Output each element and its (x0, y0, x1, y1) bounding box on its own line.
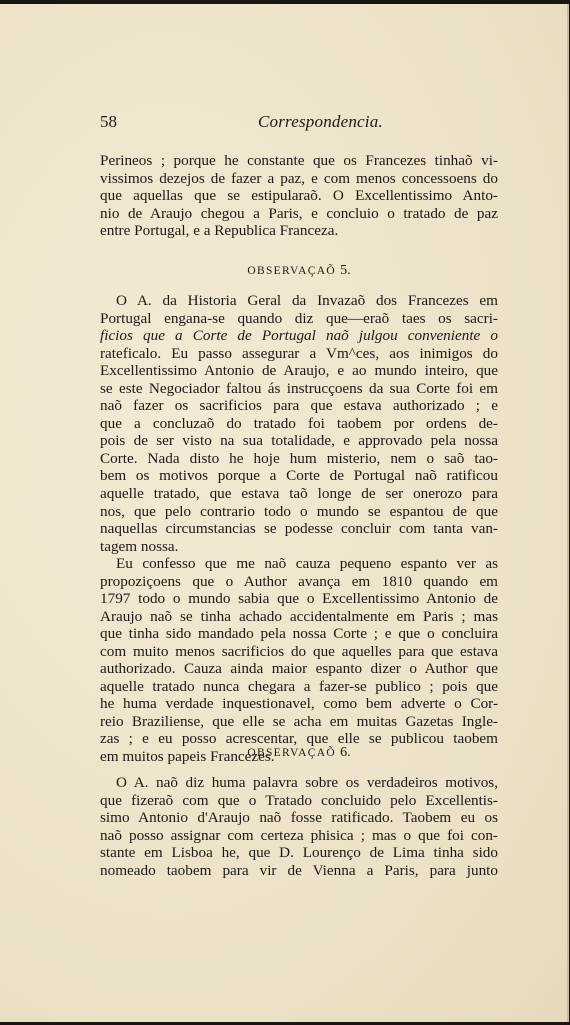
heading-number: 6. (340, 745, 351, 760)
text-line: aquelle tratado, que estava taõ longe de ser onerozo para (100, 485, 498, 503)
text-line: Excellentissimo Antonio de Araujo, e ao mundo inteiro, que (100, 362, 498, 380)
text-line: simo Antonio d'Araujo naõ fosse ratificado. Taobem eu os (100, 809, 498, 827)
page-header (100, 112, 498, 136)
text-line: propoziçoens que o Author avança em 1810 quando em (100, 572, 498, 590)
text-line: Araujo naõ se tinha achado accidentalmente em Paris ; mas (100, 607, 498, 625)
book-page (0, 4, 569, 1022)
heading-label: OBSERVAÇAÕ (247, 747, 336, 759)
text-line: nomeado taobem para vir de Vienna a Paris, para junto (100, 861, 498, 879)
text-line: naõ posso assignar com certeza phisica ; mas o que foi con- (100, 826, 498, 844)
text-line: Eu confesso que me naõ cauza pequeno espanto ver as (116, 555, 498, 572)
text-line: reio Braziliense, que elle se acha em muitas Gazetas Ingle- (100, 712, 498, 730)
text-line: naquellas circumstancias se podesse concluir com tanta van- (100, 520, 498, 538)
text-line: stante em Lisboa he, que D. Lourenço de Lima tinha sido (100, 844, 498, 862)
text-line: Perineos ; porque he constante que os Francezes tinhaõ vi- (100, 152, 498, 169)
text-line: em muitos papeis Francezes. (100, 748, 275, 766)
text-line: authorizado. Cauza ainda maior espanto dizer o Author que (100, 660, 498, 678)
text-line: ficios que a Corte de Portugal naõ julgou conveniente o (100, 327, 498, 345)
text-line: com muito menos sacrificios do que aquelles para que estava (100, 642, 498, 660)
text-line: zas ; e eu posso acrescentar, que elle se publicou taobem (100, 730, 498, 748)
text-line: nos, que pelo contrario todo o mundo se espantou de que (100, 502, 498, 520)
page-number: 58 (100, 112, 117, 131)
text-line: que a concluzaõ do tratado foi taobem por ordens de- (100, 414, 498, 432)
section-heading-5 (100, 263, 498, 279)
section-heading-6 (100, 745, 498, 761)
text-line: entre Portugal, e a Republica Franceza. (100, 222, 339, 240)
paragraph-3 (100, 555, 498, 766)
text-line: nio de Araujo chegou a Paris, e concluio o tratado de paz (100, 204, 498, 222)
heading-number: 5. (340, 263, 351, 278)
text-line: Portugal engana-se quando diz que—eraõ taes os sacri- (100, 309, 498, 327)
text-line: que aquellas que se estipularaõ. O Excellentissimo Anto- (100, 187, 498, 205)
text-line: naõ fazer os sacrificios para que estava authorizado ; e (100, 397, 498, 415)
text-line: bem os motivos porque a Corte de Portugal naõ ratificou (100, 467, 498, 485)
text-line: 1797 todo o mundo sabia que o Excellentissimo Antonio de (100, 590, 498, 608)
text-line: vissimos dezejos de fazer a paz, e com menos concessoens do (100, 169, 498, 187)
text-line: aquelle tratado nunca chegara a fazer-se publico ; pois que (100, 677, 498, 695)
paragraph-1 (100, 152, 498, 240)
text-line: Corte. Nada disto he hoje hum misterio, nem o saõ tao- (100, 449, 498, 467)
text-line: O A. naõ diz huma palavra sobre os verdadeiros motivos, (116, 774, 498, 791)
text-line: se este Negociador faltou ás instrucçoens da sua Corte foi em (100, 379, 498, 397)
text-line: O A. da Historia Geral da Invazaõ dos Francezes em (116, 292, 498, 309)
text-line: que fizeraõ com que o Tratado concluido pelo Excellentis- (100, 791, 498, 809)
paragraph-4 (100, 774, 498, 879)
text-line: he huma verdade inquestionavel, como bem adverte o Cor- (100, 695, 498, 713)
paragraph-2 (100, 292, 498, 555)
text-line: que tinha sido mandado pela nossa Corte ; e que o concluira (100, 625, 498, 643)
running-title: Correspondencia. (258, 112, 383, 131)
text-line: rateficalo. Eu passo assegurar a Vm^ces, aos inimigos do (100, 344, 498, 362)
text-line: pois de ser visto na sua totalidade, e approvado pela nossa (100, 432, 498, 450)
text-line: tagem nossa. (100, 537, 179, 555)
heading-label: OBSERVAÇAÕ (247, 265, 336, 277)
